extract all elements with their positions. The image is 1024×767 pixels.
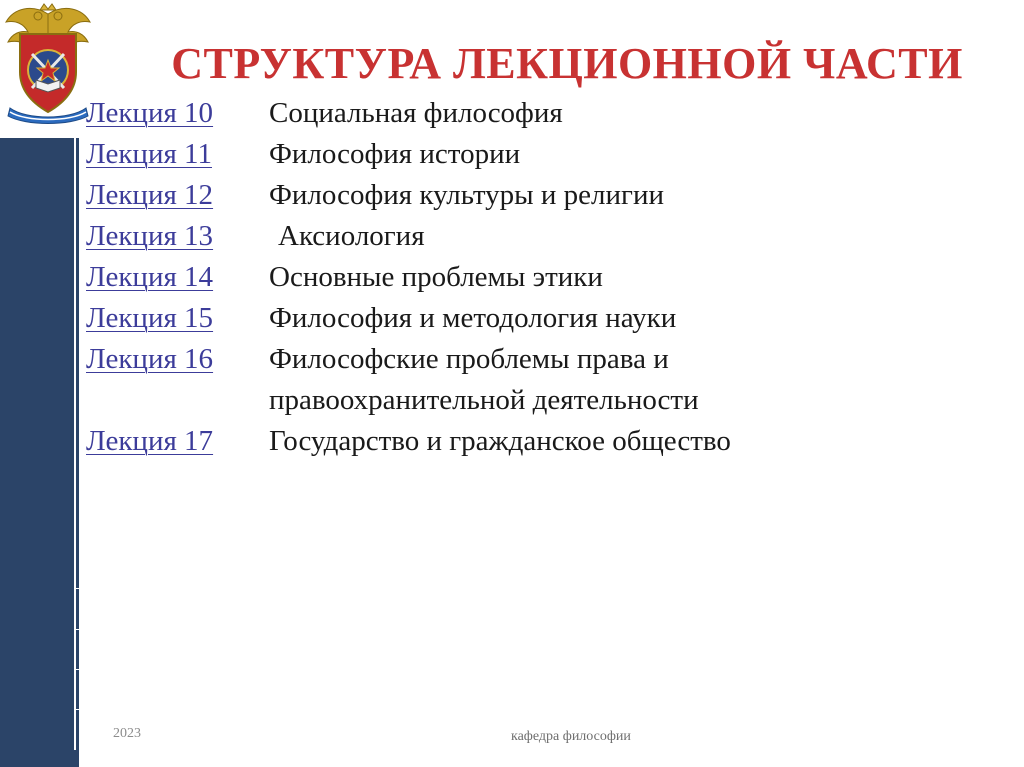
- lecture-row: [86, 257, 986, 298]
- lecture-15-link[interactable]: Лекция 15: [86, 302, 214, 334]
- band-tick: [74, 709, 79, 710]
- lecture-row: [86, 93, 986, 134]
- lecture-17-link[interactable]: Лекция 17: [86, 425, 214, 457]
- slide-title: СТРУКТУРА ЛЕКЦИОННОЙ ЧАСТИ: [171, 39, 963, 88]
- lecture-topic: Социальная философия: [269, 97, 563, 129]
- lecture-16-link[interactable]: Лекция 16: [86, 343, 214, 375]
- lecture-topic: Государство и гражданское общество: [269, 425, 731, 457]
- band-tick: [74, 669, 79, 670]
- lecture-topic: Философские проблемы права и правоохранительной деятельности: [269, 343, 699, 416]
- left-band-divider: [74, 138, 76, 750]
- lecture-topic: Аксиология: [278, 220, 425, 252]
- lecture-10-link[interactable]: Лекция 10: [86, 97, 214, 129]
- lecture-row: [86, 134, 986, 175]
- lecture-11-link[interactable]: Лекция 11: [86, 138, 212, 170]
- lecture-row: [86, 298, 986, 339]
- lecture-12-link[interactable]: Лекция 12: [86, 179, 214, 211]
- lecture-row: [86, 216, 986, 257]
- left-decorative-band: [0, 138, 79, 767]
- lecture-topic: Философия культуры и религии: [269, 179, 664, 211]
- lecture-row: [86, 421, 986, 462]
- lecture-topic: Философия истории: [269, 138, 521, 170]
- lecture-row: [86, 339, 986, 421]
- lecture-13-link[interactable]: Лекция 13: [86, 220, 214, 252]
- band-tick: [74, 588, 79, 589]
- footer-year: 2023: [113, 726, 141, 741]
- lecture-row: [86, 175, 986, 216]
- band-tick: [74, 629, 79, 630]
- lecture-list: [86, 93, 986, 462]
- footer-department: кафедра философии: [511, 729, 631, 744]
- lecture-14-link[interactable]: Лекция 14: [86, 261, 214, 293]
- lecture-topic: Философия и методология науки: [269, 302, 677, 334]
- lecture-topic: Основные проблемы этики: [269, 261, 603, 293]
